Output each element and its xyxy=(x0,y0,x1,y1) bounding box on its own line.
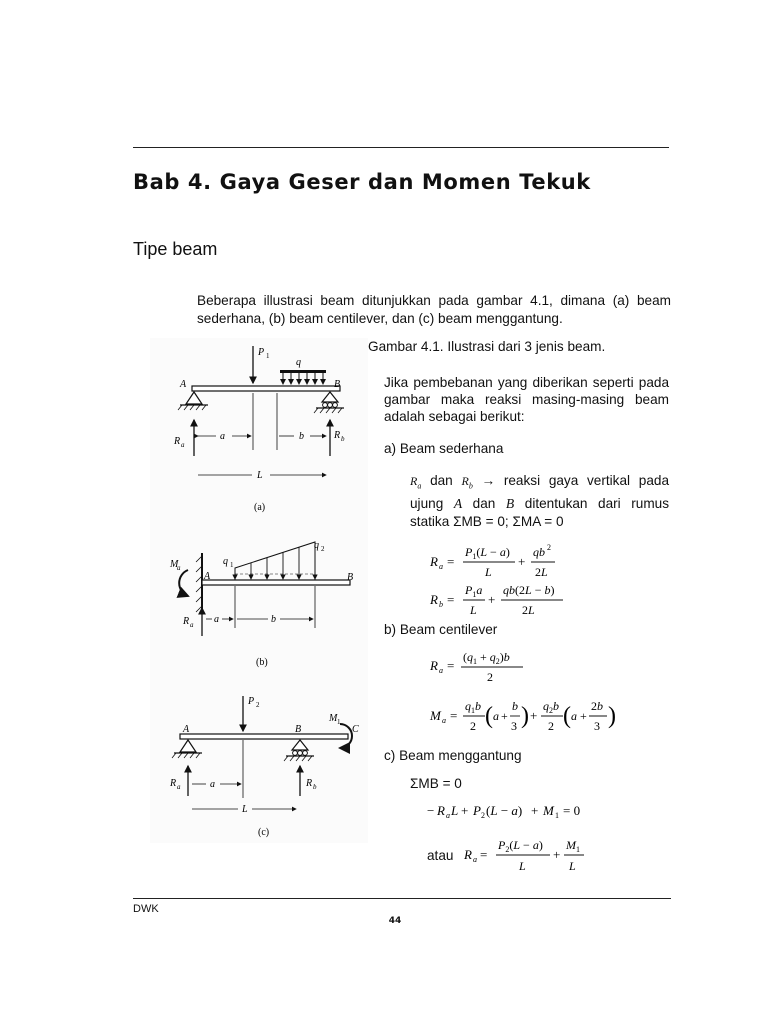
case-c-atau: atau xyxy=(427,848,454,863)
svg-text:L: L xyxy=(569,859,576,873)
equations-case-a xyxy=(425,538,575,626)
svg-text:=: = xyxy=(450,708,458,723)
svg-text:R: R xyxy=(430,592,438,607)
svg-text:a: a xyxy=(439,562,443,571)
case-a-heading: a) Beam sederhana xyxy=(384,441,504,456)
equation-case-c-moment xyxy=(425,798,605,822)
svg-text:M: M xyxy=(543,803,554,818)
svg-text:(L − a): (L − a) xyxy=(486,803,523,818)
svg-text:3: 3 xyxy=(511,719,517,733)
fig-b-a: a xyxy=(214,614,219,625)
fig-c-M1: M xyxy=(329,713,338,724)
fig-b-B: B xyxy=(347,572,354,583)
fig-c-p2: P xyxy=(248,696,255,707)
svg-text:=: = xyxy=(480,847,488,862)
svg-text:+: + xyxy=(461,803,469,818)
fig-c-B: B xyxy=(295,724,302,735)
svg-text:a: a xyxy=(177,564,181,572)
svg-text:2L: 2L xyxy=(522,603,535,617)
svg-text:P: P xyxy=(473,803,481,818)
svg-text:+: + xyxy=(501,709,508,723)
fig-a-A: A xyxy=(180,379,187,390)
svg-text:a: a xyxy=(442,716,446,725)
svg-text:L: L xyxy=(470,603,477,617)
svg-text:L: L xyxy=(519,859,526,873)
fig-b-Ra: R xyxy=(183,616,190,627)
fig-b-b: b xyxy=(271,614,276,625)
svg-text:−: − xyxy=(427,803,435,818)
svg-text:qb(2L − b): qb(2L − b) xyxy=(503,583,555,597)
fig-c-Ra: R xyxy=(170,778,177,789)
svg-text:a: a xyxy=(177,783,181,791)
svg-text:(: ( xyxy=(485,703,493,729)
fig-a-b: b xyxy=(299,431,304,442)
svg-text:2: 2 xyxy=(548,719,554,733)
fig-b-q1: q xyxy=(223,556,228,567)
fig-a-label: (a) xyxy=(254,502,266,513)
svg-text:qb: qb xyxy=(533,545,545,559)
svg-text:b: b xyxy=(313,783,317,791)
figure-4-1 xyxy=(150,338,368,843)
svg-text:b: b xyxy=(439,600,443,609)
svg-text:a: a xyxy=(190,621,194,629)
fig-a-Rb: R xyxy=(334,430,341,441)
svg-text:a: a xyxy=(181,441,185,449)
statics-equation: ΣMB = 0; ΣMA = 0 xyxy=(453,514,564,530)
fig-c-C: C xyxy=(352,724,359,735)
fig-a-a: a xyxy=(220,431,225,442)
svg-text:1: 1 xyxy=(266,352,270,360)
svg-text:P1a: $P_1a$ xyxy=(465,583,483,599)
case-c-heading: c) Beam menggantung xyxy=(384,748,522,763)
svg-text:q2b: $q_2b$ xyxy=(543,699,559,715)
svg-text:+: + xyxy=(530,708,538,723)
fig-b-Ma: M xyxy=(170,559,179,570)
svg-text:2b: 2b xyxy=(591,699,603,713)
svg-text:L: L xyxy=(485,565,492,579)
reaction-intro-paragraph: Jika pembebanan yang diberikan seperti pada gambar maka reaksi masing-masing beam adalah sebagai berikut: xyxy=(384,375,669,424)
chapter-title: Bab 4. Gaya Geser dan Momen Tekuk xyxy=(133,170,591,194)
svg-text:=: = xyxy=(447,592,455,607)
fig-c-a: a xyxy=(210,779,215,790)
svg-text:1: 1 xyxy=(337,718,341,726)
header-rule xyxy=(133,147,669,148)
figure-b-cantilever-beam xyxy=(169,540,353,668)
svg-text:(q1 + q2)b: $(q_1 + q_2)b$ xyxy=(463,650,510,666)
svg-text:): ) xyxy=(608,703,616,729)
svg-text:P1(L − a): $P_1(L - a)$ xyxy=(465,545,510,561)
svg-text:2: 2 xyxy=(470,719,476,733)
svg-text:b: b xyxy=(512,699,518,713)
svg-text:2: 2 xyxy=(547,543,551,552)
fig-a-p1: P xyxy=(258,347,265,358)
svg-text:+: + xyxy=(531,803,539,818)
svg-text:+: + xyxy=(580,709,587,723)
svg-text:1: 1 xyxy=(555,811,559,820)
figure-caption: Gambar 4.1. Ilustrasi dari 3 jenis beam. xyxy=(368,339,606,354)
figure-a-simple-beam xyxy=(173,346,345,513)
svg-text:+: + xyxy=(488,592,496,607)
svg-text:(: ( xyxy=(563,703,571,729)
svg-text:): ) xyxy=(521,703,529,729)
svg-text:R: R xyxy=(464,847,472,862)
beam-illustrations xyxy=(150,338,368,843)
svg-text:a: a xyxy=(571,709,577,723)
fig-b-label: (b) xyxy=(256,657,268,668)
case-a-paragraph: $R_a$ dan $R_b$ → reaksi gaya vertikal pada ujung A dan B ditentukan dari rumus statika ΣMB = 0; ΣMA = 0 xyxy=(410,473,670,530)
fig-b-A: A xyxy=(204,571,211,582)
fig-c-Rb: R xyxy=(306,778,313,789)
svg-text:2: 2 xyxy=(256,701,260,709)
svg-text:+: + xyxy=(553,847,561,862)
fig-c-L: L xyxy=(242,804,248,815)
intro-paragraph: Beberapa illustrasi beam ditunjukkan pada gambar 4.1, dimana (a) beam sederhana, (b) beam centilever, dan (c) beam menggantung. xyxy=(197,293,671,326)
svg-text:a: a xyxy=(493,709,499,723)
equation-case-c-ra xyxy=(462,834,592,876)
svg-text:a: a xyxy=(446,811,450,820)
svg-text:a: a xyxy=(439,666,443,675)
svg-text:L: L xyxy=(451,803,459,818)
svg-text:1: 1 xyxy=(230,561,234,569)
fig-b-q2: q xyxy=(314,540,319,551)
svg-text:q1b: $q_1b$ xyxy=(465,699,481,715)
svg-text:+: + xyxy=(518,554,526,569)
footer-author: DWK xyxy=(133,903,159,915)
svg-text:2: 2 xyxy=(321,545,325,553)
section-heading: Tipe beam xyxy=(133,239,218,259)
svg-text:3: 3 xyxy=(594,719,600,733)
fig-c-A: A xyxy=(183,724,190,735)
equations-case-b xyxy=(425,648,635,743)
svg-text:M1: $M_1$ xyxy=(566,838,580,854)
svg-text:P2(L − a): $P_2(L - a)$ xyxy=(498,838,543,854)
fig-a-q: q xyxy=(296,357,301,368)
svg-text:M: M xyxy=(430,708,441,723)
svg-text:=: = xyxy=(447,658,455,673)
page-number: 44 xyxy=(388,916,402,926)
svg-text:b: b xyxy=(341,435,345,443)
svg-text:2: 2 xyxy=(481,811,485,820)
fig-c-label: (c) xyxy=(258,827,270,838)
svg-text:R: R xyxy=(437,803,445,818)
svg-text:R: R xyxy=(430,554,438,569)
svg-text:=: = xyxy=(447,554,455,569)
svg-text:= 0: = 0 xyxy=(563,803,581,818)
fig-a-L: L xyxy=(257,470,263,481)
case-c-sum-moment: ΣMB = 0 xyxy=(410,776,462,791)
footer-rule xyxy=(133,898,671,899)
svg-text:a: a xyxy=(473,855,477,864)
case-b-heading: b) Beam centilever xyxy=(384,622,498,637)
figure-c-overhanging-beam xyxy=(169,696,359,838)
svg-text:R: R xyxy=(430,658,438,673)
fig-a-B: B xyxy=(334,379,341,390)
fig-a-Ra: R xyxy=(174,436,181,447)
svg-text:2: 2 xyxy=(487,670,493,684)
svg-text:2L: 2L xyxy=(535,565,548,579)
